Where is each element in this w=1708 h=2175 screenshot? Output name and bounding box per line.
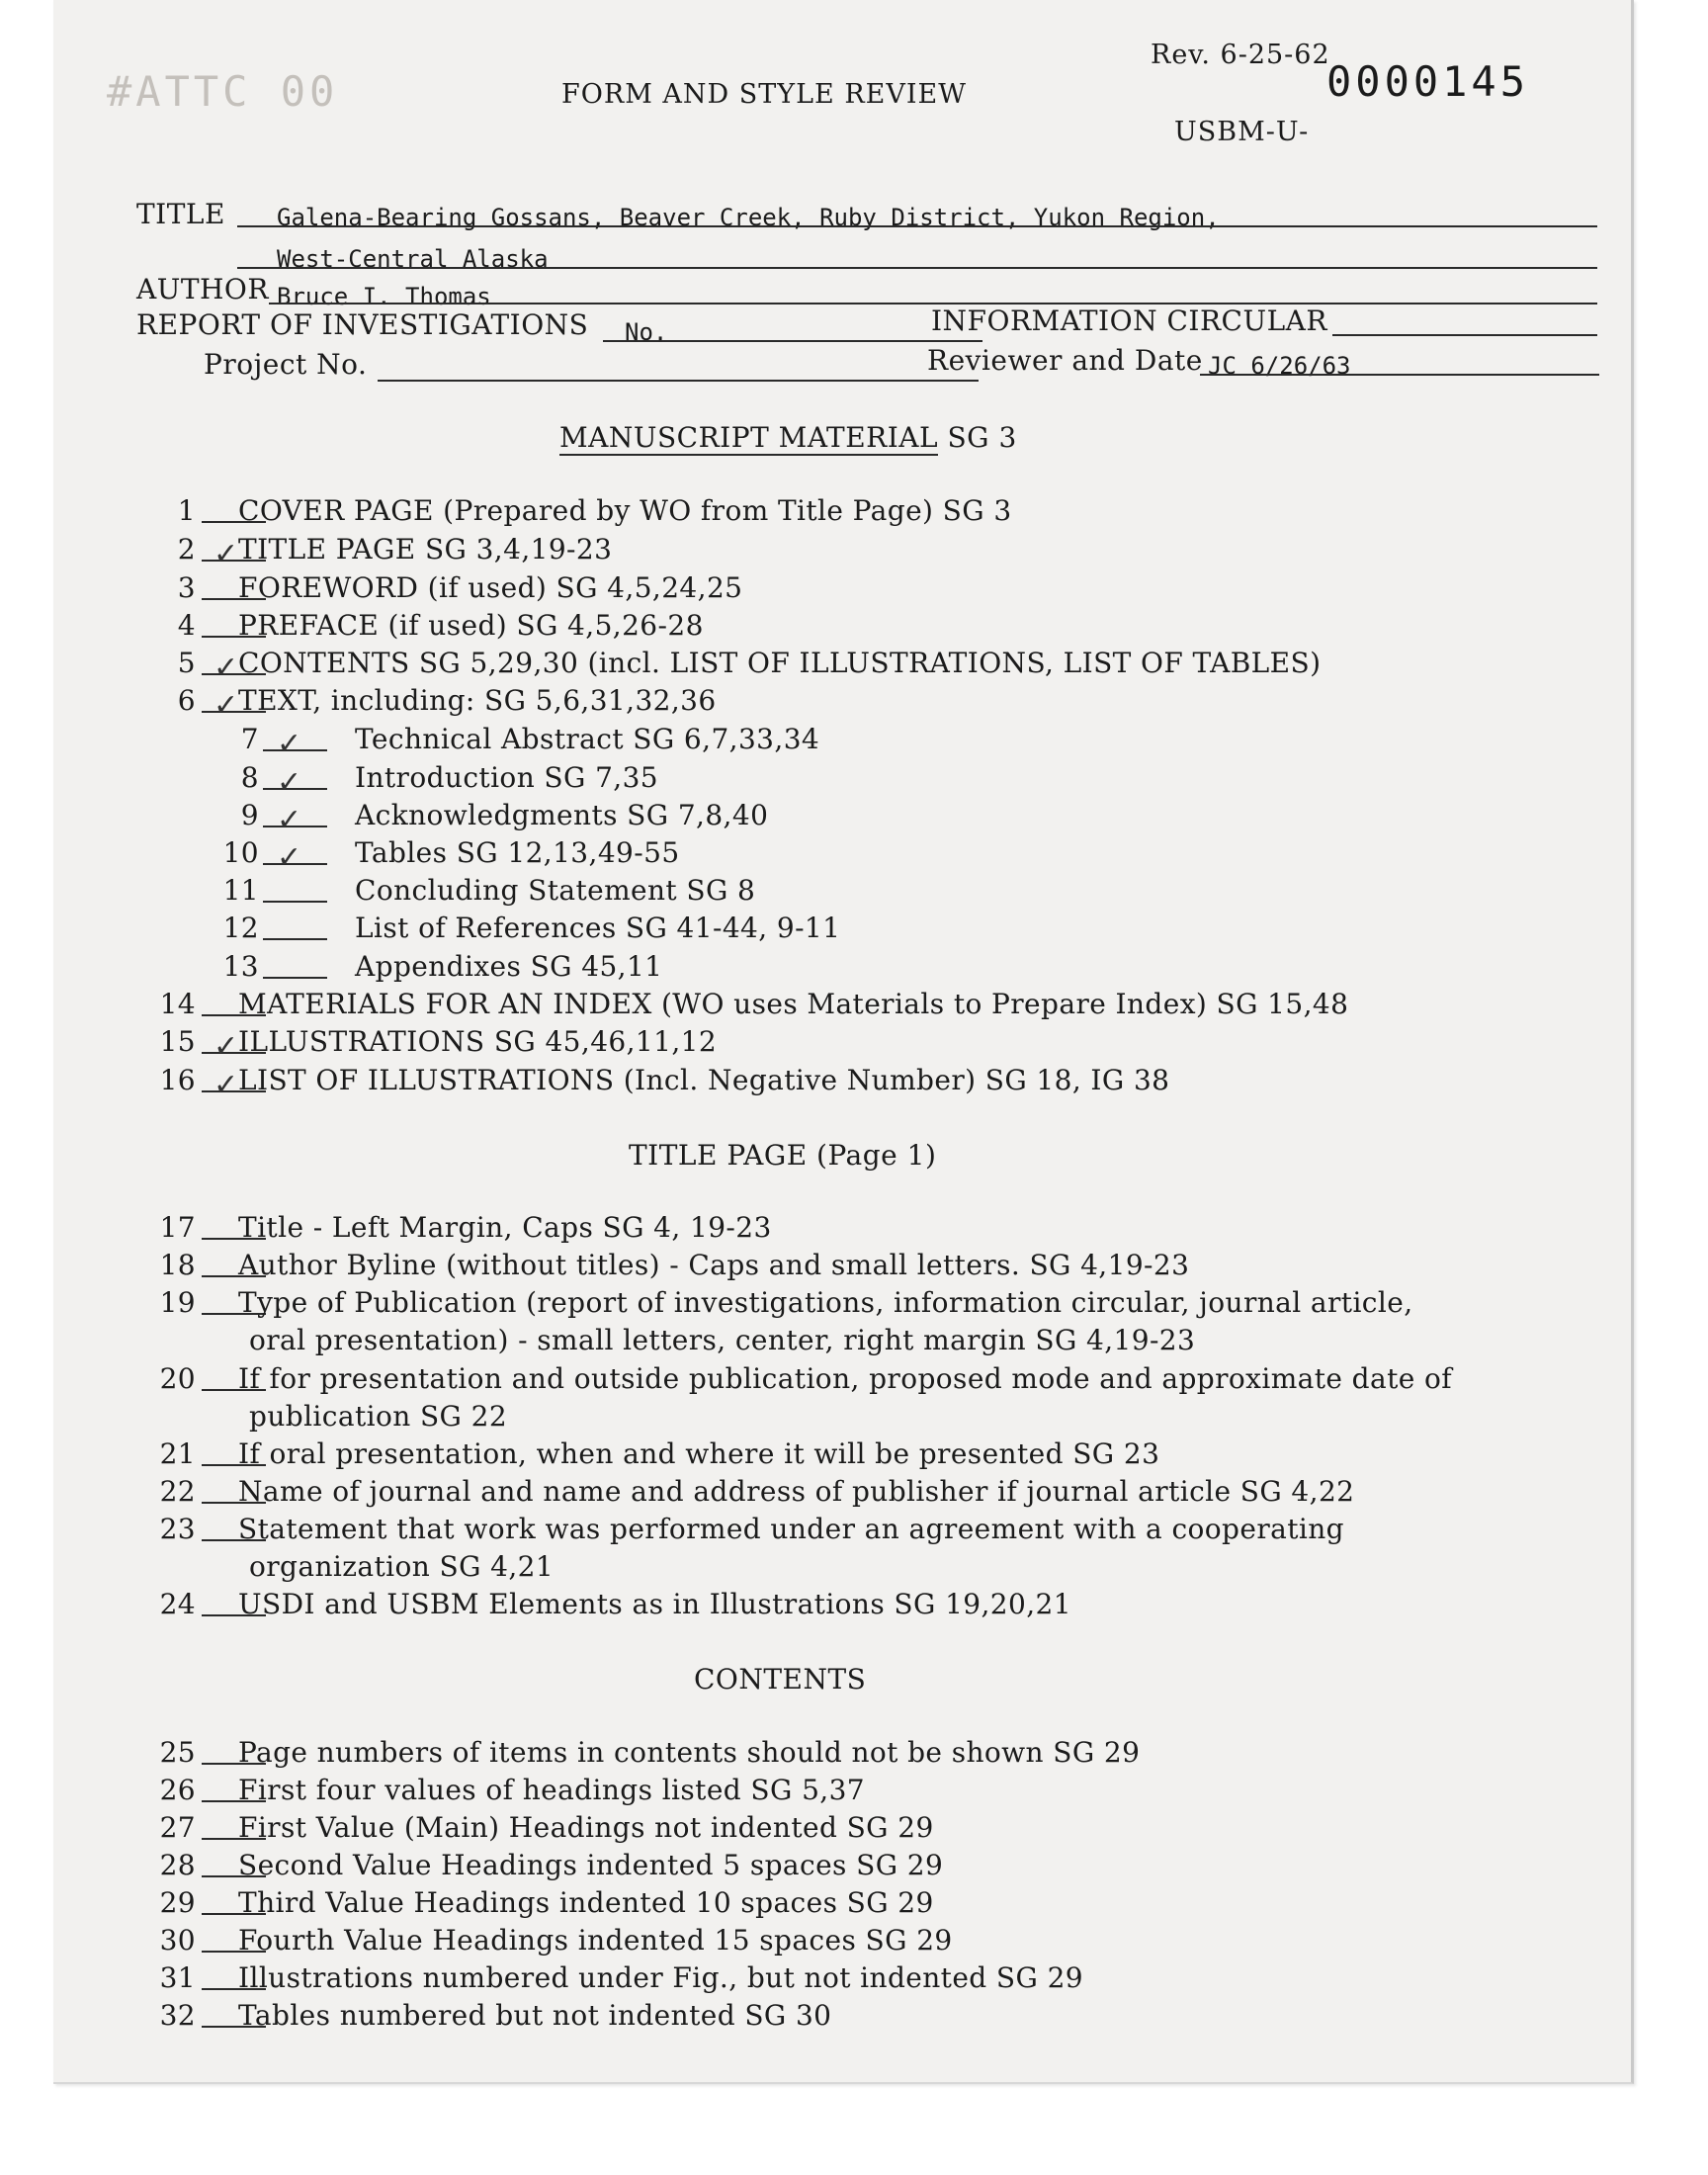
item-number: 14: [159, 988, 196, 1020]
item-number: 1: [177, 494, 196, 527]
item-number: 15: [159, 1025, 196, 1058]
checkmark-icon: ✓: [214, 537, 239, 571]
form-sheet: [53, 0, 1634, 2084]
item-number: 27: [159, 1811, 196, 1844]
item-number: 4: [177, 609, 196, 642]
item-label-continued: organization SG 4,21: [249, 1550, 555, 1583]
item-number: 26: [159, 1774, 196, 1806]
item-label: First Value (Main) Headings not indented SG 29: [238, 1811, 934, 1844]
item-number: 16: [159, 1064, 196, 1096]
information-circular-label: INFORMATION CIRCULAR: [931, 304, 1327, 337]
checklist-item-27: [53, 1811, 1625, 1849]
item-label: Author Byline (without titles) - Caps and small letters. SG 4,19-23: [238, 1249, 1190, 1281]
item-label: Illustrations numbered under Fig., but not indented SG 29: [238, 1961, 1084, 1994]
reviewer-date-underline: [1200, 374, 1599, 376]
item-label: Appendixes SG 45,11: [355, 950, 663, 983]
faint-stamp: #ATTC 00: [107, 67, 339, 116]
check-blank[interactable]: [263, 977, 327, 979]
item-number: 10: [222, 836, 259, 869]
item-number: 23: [159, 1513, 196, 1545]
checklist-item-31: [53, 1961, 1625, 1999]
checkmark-icon: ✓: [277, 840, 302, 875]
report-number-underline: [603, 340, 982, 342]
item-label: Page numbers of items in contents should not be shown SG 29: [238, 1736, 1141, 1769]
item-label: USDI and USBM Elements as in Illustrations SG 19,20,21: [238, 1588, 1071, 1620]
project-number-underline: [378, 380, 979, 382]
title-underline-2: [237, 267, 1597, 269]
item-number: 7: [240, 723, 259, 755]
checklist-item-19: [53, 1286, 1625, 1356]
check-blank[interactable]: [263, 901, 327, 903]
checkmark-icon: ✓: [277, 803, 302, 837]
checklist-item-7: [53, 723, 1625, 760]
checklist-item-8: [53, 761, 1625, 799]
item-label: Technical Abstract SG 6,7,33,34: [355, 723, 820, 755]
item-number: 29: [159, 1886, 196, 1919]
manuscript-material-title: MANUSCRIPT MATERIAL: [559, 421, 939, 454]
checklist-item-4: [53, 609, 1625, 647]
item-label: Third Value Headings indented 10 spaces SG 29: [238, 1886, 934, 1919]
project-number-label: Project No.: [204, 348, 368, 381]
checklist-item-28: [53, 1849, 1625, 1886]
item-label: Second Value Headings indented 5 spaces SG 29: [238, 1849, 944, 1881]
checklist-item-32: [53, 1999, 1625, 2037]
checklist-item-22: [53, 1475, 1625, 1513]
checkmark-icon: ✓: [277, 727, 302, 761]
contents-heading: CONTENTS: [694, 1663, 867, 1696]
checklist-item-23: [53, 1513, 1625, 1583]
item-label: Tables SG 12,13,49-55: [355, 836, 680, 869]
checklist-item-5: [53, 647, 1625, 684]
checklist-item-6: [53, 684, 1625, 722]
item-label: If oral presentation, when and where it will be presented SG 23: [238, 1437, 1160, 1470]
item-label: Fourth Value Headings indented 15 spaces SG 29: [238, 1924, 953, 1957]
item-number: 30: [159, 1924, 196, 1957]
item-label: Introduction SG 7,35: [355, 761, 659, 794]
item-label: Statement that work was performed under an agreement with a cooperating: [238, 1513, 1344, 1545]
checklist-item-30: [53, 1924, 1625, 1961]
item-number: 32: [159, 1999, 196, 2032]
item-label: TEXT, including: SG 5,6,31,32,36: [238, 684, 717, 717]
item-number: 17: [159, 1211, 196, 1244]
series-code: USBM-U-: [1174, 117, 1310, 147]
item-number: 28: [159, 1849, 196, 1881]
checklist-item-15: [53, 1025, 1625, 1063]
title-page-heading: TITLE PAGE (Page 1): [629, 1139, 937, 1172]
checklist-item-14: [53, 988, 1625, 1025]
item-number: 19: [159, 1286, 196, 1319]
check-blank[interactable]: [263, 938, 327, 940]
checkmark-icon: ✓: [214, 688, 239, 723]
manuscript-material-heading: [559, 421, 1017, 454]
checklist-item-13: [53, 950, 1625, 988]
title-label: TITLE: [136, 198, 225, 230]
checklist-item-11: [53, 874, 1625, 912]
item-label: List of References SG 41-44, 9-11: [355, 912, 841, 944]
item-label: MATERIALS FOR AN INDEX (WO uses Materials to Prepare Index) SG 15,48: [238, 988, 1349, 1020]
item-number: 8: [240, 761, 259, 794]
checklist-item-1: [53, 494, 1625, 532]
item-label: Title - Left Margin, Caps SG 4, 19-23: [238, 1211, 772, 1244]
checklist-item-16: [53, 1064, 1625, 1101]
checkmark-icon: ✓: [214, 651, 239, 685]
item-label: If for presentation and outside publication, proposed mode and approximate date of: [238, 1362, 1453, 1395]
item-number: 6: [177, 684, 196, 717]
item-number: 21: [159, 1437, 196, 1470]
item-number: 18: [159, 1249, 196, 1281]
title-underline-1: [237, 225, 1597, 227]
item-number: 22: [159, 1475, 196, 1508]
title-value-line2[interactable]: West-Central Alaska: [277, 245, 549, 273]
item-label: LIST OF ILLUSTRATIONS (Incl. Negative Number) SG 18, IG 38: [238, 1064, 1170, 1096]
checkmark-icon: ✓: [214, 1068, 239, 1102]
item-number: 3: [177, 571, 196, 604]
checklist-item-18: [53, 1249, 1625, 1286]
item-label: Name of journal and name and address of publisher if journal article SG 4,22: [238, 1475, 1355, 1508]
information-circular-underline: [1332, 334, 1597, 336]
item-label: ILLUSTRATIONS SG 45,46,11,12: [238, 1025, 718, 1058]
checklist-item-3: [53, 571, 1625, 609]
item-label: CONTENTS SG 5,29,30 (incl. LIST OF ILLUSTRATIONS, LIST OF TABLES): [238, 647, 1322, 679]
item-number: 12: [222, 912, 259, 944]
item-label: Type of Publication (report of investigations, information circular, journal article,: [238, 1286, 1413, 1319]
report-number-value[interactable]: No.: [625, 318, 668, 346]
document-number: 0000145: [1326, 57, 1530, 106]
item-label-continued: publication SG 22: [249, 1400, 508, 1433]
item-label: Acknowledgments SG 7,8,40: [355, 799, 769, 831]
item-label: TITLE PAGE SG 3,4,19-23: [238, 533, 613, 566]
checklist-item-10: [53, 836, 1625, 874]
item-label: First four values of headings listed SG 5,37: [238, 1774, 866, 1806]
report-of-investigations-label: REPORT OF INVESTIGATIONS: [136, 308, 589, 341]
checklist-item-9: [53, 799, 1625, 836]
checklist-item-26: [53, 1774, 1625, 1811]
checklist-item-24: [53, 1588, 1625, 1625]
checklist-item-21: [53, 1437, 1625, 1475]
item-number: 24: [159, 1588, 196, 1620]
revision-date: Rev. 6-25-62: [1151, 40, 1330, 70]
item-label: Tables numbered but not indented SG 30: [238, 1999, 832, 2032]
item-label: FOREWORD (if used) SG 4,5,24,25: [238, 571, 743, 604]
item-number: 25: [159, 1736, 196, 1769]
checklist-item-29: [53, 1886, 1625, 1924]
manuscript-material-ref: SG 3: [947, 421, 1017, 454]
item-label-continued: oral presentation) - small letters, center, right margin SG 4,19-23: [249, 1324, 1196, 1356]
item-number: 11: [222, 874, 259, 907]
author-label: AUTHOR: [136, 273, 269, 305]
checkmark-icon: ✓: [214, 1029, 239, 1064]
item-label: PREFACE (if used) SG 4,5,26-28: [238, 609, 704, 642]
checklist-item-25: [53, 1736, 1625, 1774]
checklist-item-20: [53, 1362, 1625, 1433]
item-number: 2: [177, 533, 196, 566]
form-title: FORM AND STYLE REVIEW: [561, 79, 967, 110]
item-label: COVER PAGE (Prepared by WO from Title Page) SG 3: [238, 494, 1012, 527]
author-value[interactable]: Bruce I. Thomas: [277, 283, 491, 310]
item-number: 5: [177, 647, 196, 679]
checkmark-icon: ✓: [277, 765, 302, 800]
checklist-item-12: [53, 912, 1625, 949]
reviewer-date-label: Reviewer and Date: [927, 344, 1203, 377]
checklist-item-17: [53, 1211, 1625, 1249]
title-value-line1[interactable]: Galena-Bearing Gossans, Beaver Creek, Ruby District, Yukon Region,: [277, 204, 1220, 231]
item-number: 20: [159, 1362, 196, 1395]
checklist-item-2: [53, 533, 1625, 570]
item-label: Concluding Statement SG 8: [355, 874, 756, 907]
item-number: 31: [159, 1961, 196, 1994]
item-number: 13: [222, 950, 259, 983]
item-number: 9: [240, 799, 259, 831]
reviewer-date-value[interactable]: JC 6/26/63: [1208, 352, 1351, 380]
